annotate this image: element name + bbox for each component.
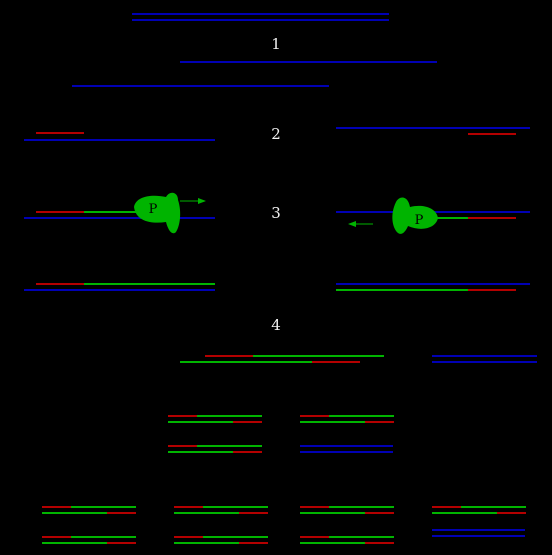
template-dsdna [132, 14, 389, 20]
cycle3-product-2 [174, 507, 268, 513]
polymerase-label-right: P [414, 213, 424, 228]
cycle2-product-1 [168, 416, 262, 422]
cycle3-product-4 [432, 507, 526, 513]
step-label-4: 4 [271, 316, 281, 334]
cycle2-template-duplex [300, 446, 393, 452]
cycle1-template-duplex [432, 356, 537, 362]
cycle3-product-1 [42, 507, 136, 513]
extension-left [24, 212, 215, 218]
annealing-left [24, 133, 215, 140]
cycle2-product-3 [168, 446, 262, 452]
cycle1-new-duplex [180, 356, 384, 362]
cycle3-template-duplex [432, 530, 525, 536]
polymerase-label-left: P [148, 202, 158, 217]
cycle3-product-6 [174, 537, 268, 543]
cycle3-product-7 [300, 537, 394, 543]
cycle3-product-5 [42, 537, 136, 543]
annealing-right [336, 128, 530, 134]
step-label-2: 2 [271, 125, 281, 143]
denatured-strands [72, 62, 437, 86]
polymerase-left [134, 193, 180, 234]
cycle2-product-2 [300, 416, 394, 422]
cycle3-product-3 [300, 507, 394, 513]
extended-product-right [336, 284, 530, 290]
extended-product-left [24, 284, 215, 290]
step-label-1: 1 [271, 35, 281, 53]
polymerase-right [392, 198, 438, 234]
step-label-3: 3 [271, 204, 281, 222]
